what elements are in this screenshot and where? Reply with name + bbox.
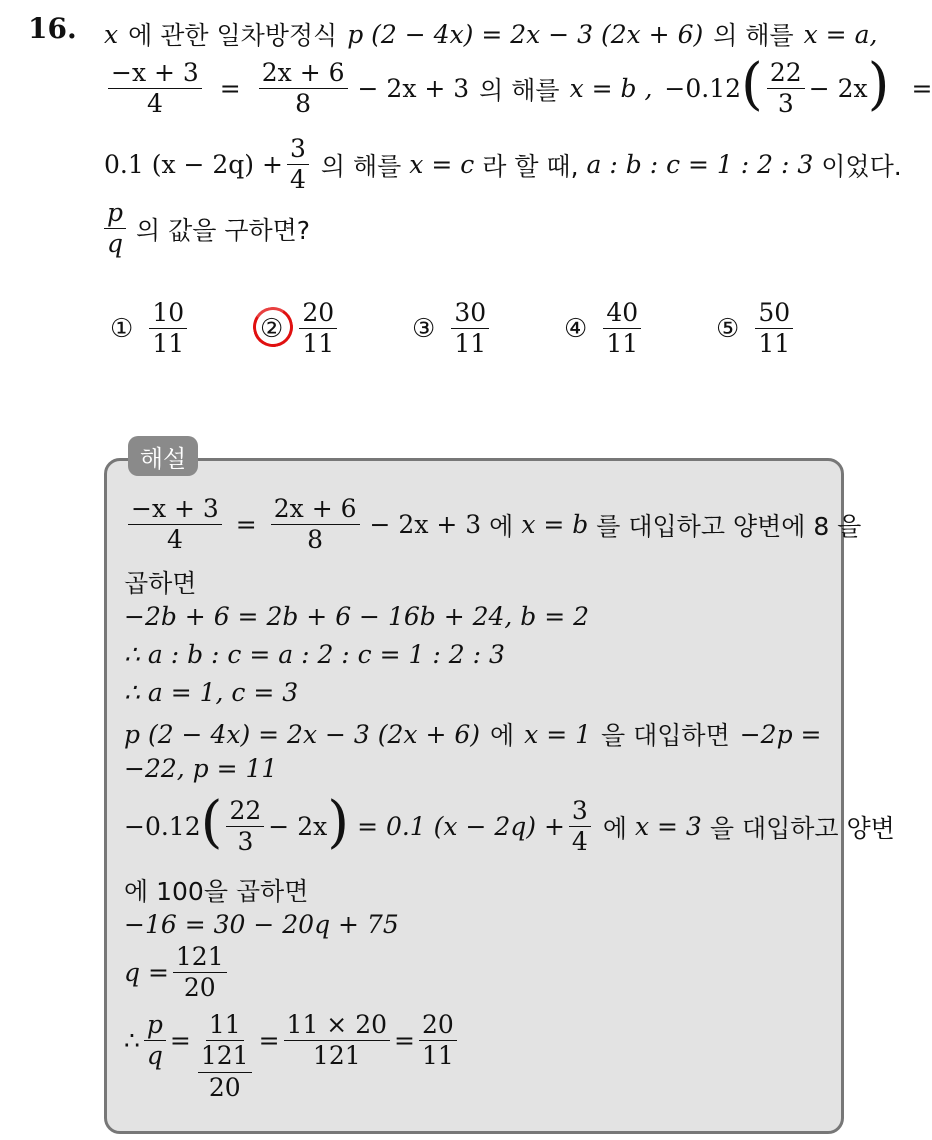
x-equals-c: x = c bbox=[409, 150, 475, 180]
equation-rest: − 2x + 3 bbox=[357, 74, 470, 104]
left-paren: ( bbox=[200, 789, 223, 855]
selected-circle-icon bbox=[249, 303, 296, 350]
question-text: 라 할 때, bbox=[482, 151, 579, 181]
fraction-p-over-q: $\frac{p}{q}$ bbox=[104, 200, 126, 258]
fraction: $\frac{22}{3}$ bbox=[226, 798, 264, 856]
choice-marker: ② bbox=[260, 314, 283, 344]
equation-tail: −2p = bbox=[739, 719, 822, 749]
equation-a: p (2 − 4x) = 2x − 3 (2x + 6) bbox=[347, 19, 704, 49]
therefore-sign: ∴ bbox=[124, 1026, 140, 1055]
solution-line-4: ∴ a : b : c = a : 2 : c = 1 : 2 : 3 bbox=[124, 640, 505, 669]
solution-text: 을 대입하고 양변 bbox=[709, 813, 895, 843]
solution-tag: 해설 bbox=[128, 436, 198, 476]
fraction: $\frac{-x + 3}{4}$ bbox=[128, 496, 222, 554]
solution-line-2: 곱하면 bbox=[124, 569, 197, 598]
solution-line-10: −16 = 30 − 20q + 75 bbox=[124, 910, 399, 939]
choice-marker: ③ bbox=[412, 313, 436, 344]
fraction: $\frac{2x + 6}{8}$ bbox=[259, 60, 348, 118]
right-paren: ) bbox=[867, 51, 890, 117]
solution-text: 에 bbox=[490, 721, 515, 750]
choice-fraction: $\frac{40}{11}$ bbox=[603, 300, 641, 358]
x-equals-1: x = 1 bbox=[524, 719, 592, 749]
coefficient: −0.12 bbox=[124, 812, 201, 842]
solution-text: 에 bbox=[602, 813, 627, 843]
choice-fraction: $\frac{10}{11}$ bbox=[149, 300, 187, 358]
right-paren: ) bbox=[327, 789, 350, 855]
choice-1[interactable] bbox=[110, 300, 191, 358]
x-equals-b: x = b , bbox=[569, 74, 653, 104]
fraction: $\frac{3}{4}$ bbox=[287, 136, 309, 194]
x-equals-3: x = 3 bbox=[634, 812, 702, 842]
fraction: $\frac{3}{4}$ bbox=[569, 798, 591, 856]
fraction-p-over-q: $\frac{p}{q}$ bbox=[144, 1012, 166, 1070]
term: − 2x bbox=[808, 74, 868, 104]
question-number: 16. bbox=[28, 12, 77, 45]
solution-line-5: ∴ a = 1, c = 3 bbox=[124, 678, 299, 707]
question-text: 의 해를 bbox=[320, 151, 402, 181]
choice-fraction: $\frac{30}{11}$ bbox=[451, 300, 489, 358]
equals-sign: = bbox=[235, 510, 257, 540]
q-equals: q = bbox=[124, 958, 169, 988]
solution-line-1 bbox=[124, 496, 861, 554]
solution-line-11 bbox=[124, 944, 231, 1002]
choice-marker: ⑤ bbox=[716, 313, 740, 344]
equals-sign: = bbox=[911, 74, 932, 104]
equation-mid: = 0.1 (x − 2q) + bbox=[357, 812, 565, 842]
equals-sign: = bbox=[169, 1026, 191, 1055]
choice-4[interactable] bbox=[564, 300, 645, 358]
solution-line-7: −22, p = 11 bbox=[124, 754, 278, 783]
term: − 2x bbox=[268, 812, 328, 842]
complex-fraction: $\frac{11}{\frac{121}{20}}$ bbox=[195, 1012, 255, 1101]
solution-line-3: −2b + 6 = 2b + 6 − 16b + 24, b = 2 bbox=[124, 602, 590, 631]
left-paren: ( bbox=[741, 51, 763, 117]
fraction: $\frac{22}{3}$ bbox=[767, 60, 805, 118]
solution-text: 을 대입하면 bbox=[601, 721, 730, 750]
fraction: $\frac{20}{11}$ bbox=[419, 1012, 457, 1070]
x-equals-a: x = a, bbox=[803, 19, 878, 49]
choice-2[interactable] bbox=[260, 300, 341, 358]
choice-fraction: $\frac{20}{11}$ bbox=[299, 300, 337, 358]
fraction: $\frac{2x + 6}{8}$ bbox=[271, 496, 360, 554]
solution-line-6 bbox=[124, 716, 822, 752]
fraction: $\frac{11 \times 20}{121}$ bbox=[284, 1012, 390, 1070]
equation-lhs: 0.1 (x − 2q) + bbox=[104, 150, 283, 180]
solution-line-12 bbox=[124, 1012, 461, 1101]
answer-choices bbox=[0, 300, 884, 380]
fraction: $\frac{121}{20}$ bbox=[173, 944, 227, 1002]
question-prompt: 의 값을 구하면? bbox=[136, 215, 311, 245]
choice-fraction: $\frac{50}{11}$ bbox=[755, 300, 793, 358]
choice-3[interactable] bbox=[412, 300, 493, 358]
solution-line-9: 에 100을 곱하면 bbox=[124, 877, 309, 906]
choice-marker: ④ bbox=[564, 313, 588, 344]
solution-line-8 bbox=[124, 789, 895, 857]
equals-sign: = bbox=[394, 1026, 415, 1055]
variable-x: x bbox=[104, 19, 119, 49]
equals-sign: = bbox=[258, 1026, 280, 1055]
question-line-1 bbox=[104, 16, 877, 52]
choice-5[interactable] bbox=[716, 300, 797, 358]
question-text: 에 관한 일차방정식 bbox=[128, 21, 338, 50]
coefficient: −0.12 bbox=[664, 74, 742, 104]
choice-marker: ① bbox=[110, 313, 134, 344]
question-line-3 bbox=[104, 136, 902, 194]
equation-rest: − 2x + 3 bbox=[369, 510, 482, 540]
x-equals-b: x = b bbox=[521, 510, 589, 540]
question-text: 의 해를 bbox=[713, 21, 794, 50]
solution-text: 에 bbox=[489, 511, 514, 541]
question-text: 의 해를 bbox=[479, 75, 560, 105]
question-text: 이었다. bbox=[821, 151, 902, 181]
question-line-4 bbox=[100, 200, 310, 258]
solution-text: 를 대입하고 양변에 8 을 bbox=[596, 511, 862, 541]
question-line-2 bbox=[104, 51, 932, 119]
equals-sign: = bbox=[219, 74, 241, 104]
equation: p (2 − 4x) = 2x − 3 (2x + 6) bbox=[124, 719, 481, 749]
fraction: $\frac{-x + 3}{4}$ bbox=[108, 60, 202, 118]
ratio: a : b : c = 1 : 2 : 3 bbox=[586, 150, 814, 180]
